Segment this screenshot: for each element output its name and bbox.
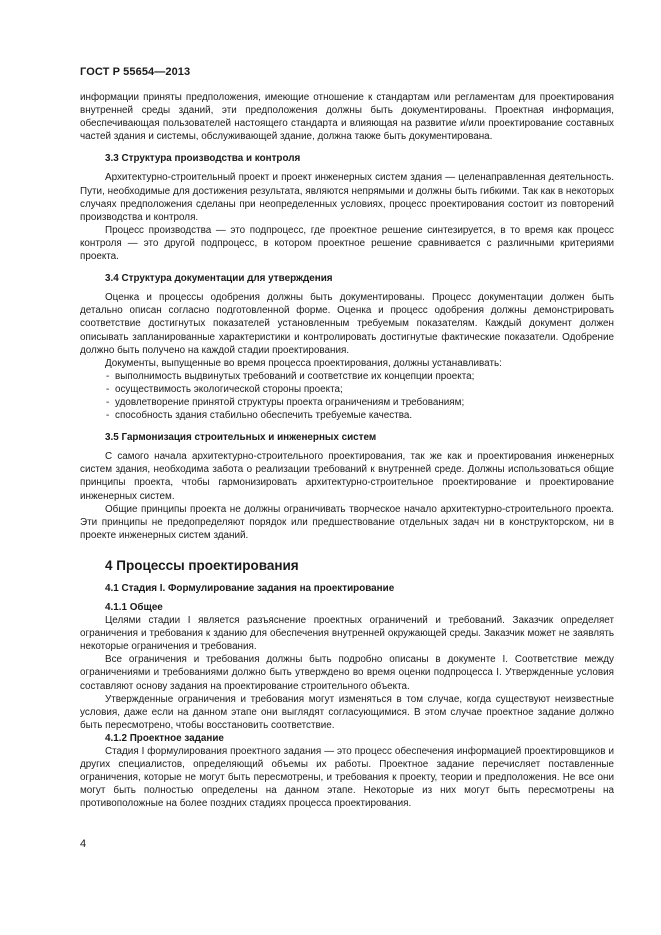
section-3-3-paragraph-2: Процесс производства — это подпроцесс, где проектное решение синтезируется, в то время как процесс контроля — это другой подпроцесс, в котором проектное решение сравнивается с различными критериями проекта. [80, 224, 614, 263]
section-3-5-heading: 3.5 Гармонизация строительных и инженерных систем [105, 432, 377, 444]
section-4-heading: 4 Процессы проектирования [105, 557, 299, 573]
section-4-1-1-paragraph-2: Все ограничения и требования должны быть подробно описаны в документе I. Соответствие между ограничениями и требованиями должно быть утверждено во время оценки подпроцесса I. Утвержденные условия составляют основу задания на проектирование строительного объекта. [80, 654, 614, 692]
section-3-4-paragraph-1: Оценка и процессы одобрения должны быть документированы. Процесс документации должен быть детально описан согласно подготовленной форме. Оценка и процесс одобрения должны демонстрировать соответствие достигнутых показателей установленным требуемым показателям. Каждый документ должен описывать запланированные характеристики и контролировать достигнутые фактические показатели. Одобрение должно быть получено на каждой стадии проектирования. [80, 292, 614, 356]
section-4-1-1-paragraph-3: Утвержденные ограничения и требования могут изменяться в том случае, когда существуют неизвестные условия, даже если на данном этапе они выглядят согласующимися. В этом случае проектное задание должно быть пересмотрено, чтобы восстановить соответствие. [80, 693, 614, 731]
list-item: - удовлетворение принятой структуры проекта ограничениям и требованиям; [80, 396, 614, 409]
requirements-list [80, 370, 614, 422]
section-4-1-1-heading: 4.1.1 Общее [105, 602, 163, 613]
section-3-3-heading: 3.3 Структура производства и контроля [105, 153, 301, 165]
section-4-1-2-heading: 4.1.2 Проектное задание [105, 732, 224, 744]
section-4-1-2-paragraph-1: Стадия I формулирования проектного задания — это процесс обеспечения информацией проектировщиков и других специалистов, определяющий объемы их работы. Проектное задание перечисляет поставленные ограничения, которые не могут быть пересмотрены, и требования к проекту, теории и предположения. Не все они могут быть полностью определены на данном этапе. Некоторые из них могут быть пересмотрены на противоположные на более поздних стадиях процесса проектирования. [80, 746, 614, 810]
list-item: - выполнимость выдвинутых требований и соответствие их концепции проекта; [80, 370, 614, 383]
list-item: - осуществимость экологической стороны проекта; [80, 383, 614, 396]
list-item: - способность здания стабильно обеспечить требуемые качества. [80, 409, 614, 422]
section-3-5-paragraph-2: Общие принципы проекта не должны ограничивать творческое начало архитектурно-строительного проекта. Эти принципы не предопределяют порядок или предшествование отдельных задач ни в конструкторском, ни в проекте инженерных систем зданий. [80, 503, 614, 541]
section-4-1-heading: 4.1 Стадия I. Формулирование задания на проектирование [105, 582, 395, 594]
section-3-3-paragraph-1: Архитектурно-строительный проект и проект инженерных систем здания — целенаправленная деятельность. Пути, необходимые для достижения результата, являются непрямыми и должны быть гибкими. Так как в некоторых случаях предположения сделаны при неопределенных условиях, процесс проектирования состоит из повторений производства и контроля. [80, 172, 614, 223]
document-header: ГОСТ Р 55654—2013 [80, 66, 191, 78]
intro-paragraph: информации приняты предположения, имеющие отношение к стандартам или регламентам для проектирования внутренней среды зданий, эти предположения должны быть документированы. Проектная информация, обеспечивающая пользователей настоящего стандарта и влияющая на развитие и/или проектирование составных частей здания и системы, обслуживающей здание, должна также быть документирована. [80, 92, 614, 143]
page-number: 4 [80, 838, 87, 850]
section-3-4-heading: 3.4 Структура документации для утверждения [105, 273, 333, 285]
section-3-5-paragraph-1: С самого начала архитектурно-строительного проектирования, так же как и проектирования инженерных систем здания, необходима забота о реализации требований к внутренней среде. Должны использоваться общие принципы проекта, чтобы гармонизировать архитектурно-строительное проектирование и проектирование инженерных систем. [80, 451, 614, 502]
section-3-4-paragraph-2: Документы, выпущенные во время процесса проектирования, должны устанавливать: [105, 357, 502, 369]
document-body [80, 91, 614, 811]
section-4-1-1-paragraph-1: Целями стадии I является разъяснение проектных ограничений и требований. Заказчик определяет ограничения и требования к зданию для обеспечения внутренней окружающей среды. Заказчик может не заявлять некоторые ограничения и требования. [80, 615, 614, 653]
